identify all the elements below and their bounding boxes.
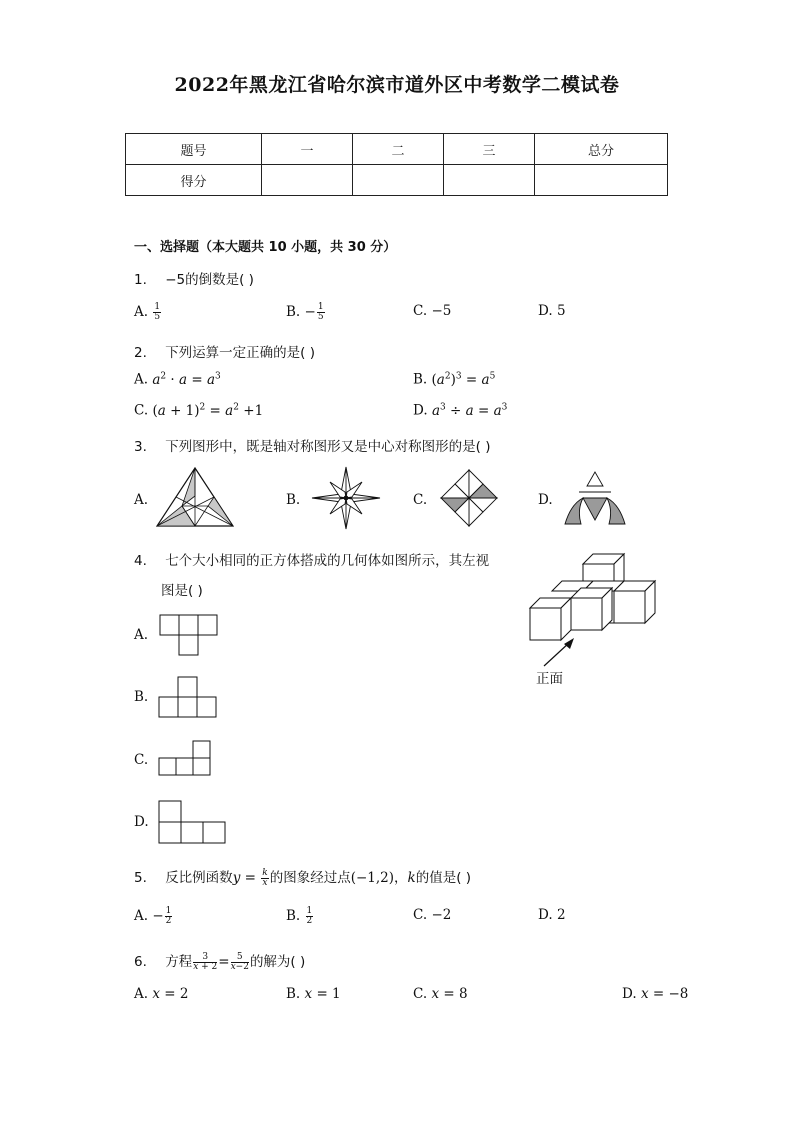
q5-option-c[interactable] bbox=[413, 907, 451, 923]
score-header-cell: 二 bbox=[353, 134, 444, 165]
q2-option-c[interactable] bbox=[134, 402, 263, 419]
q6-option-a[interactable]: A. x = 2 bbox=[134, 986, 189, 1002]
option-label: C. bbox=[134, 402, 149, 419]
question-text: 七个大小相同的正方体搭成的几何体如图所示，其左视 bbox=[165, 553, 490, 569]
question-text: −5的倒数是( ) bbox=[165, 272, 254, 288]
option-label: D. bbox=[622, 986, 637, 1002]
q4-option-d-label[interactable]: D. bbox=[134, 814, 149, 830]
option-expression: $a^3 \div a = a^3$ bbox=[431, 402, 508, 419]
q1-option-c[interactable] bbox=[413, 303, 451, 319]
option-value: = 8 bbox=[443, 986, 468, 1002]
score-cell[interactable] bbox=[535, 165, 668, 196]
q5-option-b[interactable] bbox=[286, 907, 314, 926]
option-label: A. bbox=[134, 908, 149, 924]
section-heading: 一、选择题（本大题共 10 小题，共 30 分） bbox=[134, 240, 397, 255]
score-header-cell: 三 bbox=[444, 134, 535, 165]
score-header-cell: 总分 bbox=[535, 134, 668, 165]
question-text-pre: 反比例函数 bbox=[165, 870, 233, 886]
question-4 bbox=[134, 549, 489, 569]
option-value: −5 bbox=[431, 303, 452, 319]
question-number: 6. bbox=[134, 954, 147, 970]
q4-option-b-label[interactable]: B. bbox=[134, 689, 149, 705]
question-number: 4. bbox=[134, 553, 147, 569]
q4-option-c-label[interactable]: C. bbox=[134, 752, 149, 768]
option-label: A. bbox=[134, 986, 149, 1002]
question-text-post: 的解为( ) bbox=[249, 954, 306, 970]
q4-figure-d bbox=[158, 800, 228, 846]
question-number: 2. bbox=[134, 345, 147, 361]
q3-figure-d-triangles bbox=[563, 470, 627, 528]
sign: − bbox=[152, 908, 164, 924]
question-3 bbox=[134, 435, 491, 455]
question-text-pre: 方程 bbox=[165, 954, 193, 970]
option-label: B. bbox=[286, 908, 301, 924]
q4-figure-c bbox=[158, 740, 214, 778]
q3-figure-a-triangle bbox=[155, 466, 235, 528]
question-text-mid: 的图象经过点 bbox=[269, 870, 351, 886]
option-expression: $a^2 \cdot a = a^3$ bbox=[152, 371, 221, 388]
question-1 bbox=[134, 268, 254, 288]
q3-option-c-label[interactable]: C. bbox=[413, 492, 428, 508]
option-value: −2 bbox=[431, 907, 452, 923]
option-expression: $(a + 1)^2 = a^2 +1$ bbox=[152, 402, 264, 419]
option-label: B. bbox=[413, 371, 428, 388]
score-cell[interactable] bbox=[262, 165, 353, 196]
q4-option-a-label[interactable]: A. bbox=[134, 627, 149, 643]
q3-figure-c-pinwheel bbox=[436, 466, 502, 530]
score-header-cell: 一 bbox=[262, 134, 353, 165]
option-value: 2 bbox=[556, 907, 566, 923]
option-label: C. bbox=[413, 986, 428, 1002]
question-5: 5. 反比例函数y = $\frac{k}{x}$ 的图象经过点(−1,2)，k的值是( ) bbox=[134, 868, 472, 888]
question-text: 下列图形中，既是轴对称图形又是中心对称图形的是( ) bbox=[165, 439, 491, 455]
q2-option-d[interactable] bbox=[413, 402, 507, 419]
question-number: 3. bbox=[134, 439, 147, 455]
option-label: C. bbox=[413, 907, 428, 923]
question-text-post: 的值是( ) bbox=[415, 870, 472, 886]
equation: $\frac{3}{x + 2}$ = $\frac{5}{x-2}$ bbox=[193, 952, 249, 972]
option-label: A. bbox=[134, 304, 149, 320]
sign: − bbox=[304, 304, 316, 320]
question-text: 下列运算一定正确的是( ) bbox=[165, 345, 316, 361]
score-cell[interactable] bbox=[444, 165, 535, 196]
question-6 bbox=[134, 950, 305, 972]
q4-cube-figure bbox=[528, 546, 658, 646]
q1-option-d[interactable] bbox=[538, 303, 566, 319]
q6-option-d[interactable]: D. x = −8 bbox=[622, 986, 689, 1002]
option-label: A. bbox=[134, 371, 149, 388]
q6-option-c[interactable]: C. x = 8 bbox=[413, 986, 468, 1002]
option-label: D. bbox=[413, 402, 428, 419]
score-table-score-row bbox=[126, 165, 668, 196]
q3-figure-b-star bbox=[310, 466, 382, 530]
option-label: D. bbox=[538, 303, 553, 319]
q5-option-a[interactable] bbox=[134, 907, 173, 926]
q3-option-a-label[interactable]: A. bbox=[134, 492, 149, 508]
q2-option-a[interactable] bbox=[134, 371, 221, 388]
option-value: = −8 bbox=[652, 986, 689, 1002]
q2-option-b[interactable] bbox=[413, 371, 495, 388]
option-label: D. bbox=[538, 907, 553, 923]
q3-option-b-label[interactable]: B. bbox=[286, 492, 301, 508]
score-row-label: 得分 bbox=[126, 165, 262, 196]
option-label: B. bbox=[286, 304, 301, 320]
option-label: C. bbox=[413, 303, 428, 319]
q6-option-b[interactable]: B. x = 1 bbox=[286, 986, 341, 1002]
q4-figure-b bbox=[158, 676, 220, 718]
question-number: 5. bbox=[134, 870, 147, 886]
score-table bbox=[125, 133, 668, 196]
fraction: $\frac{1}{2}$ bbox=[306, 906, 313, 926]
option-expression: $(a^2)^3 = a^5$ bbox=[431, 371, 496, 388]
option-value: 5 bbox=[556, 303, 566, 319]
q4-figure-a bbox=[159, 614, 221, 656]
page-title: 2022年黑龙江省哈尔滨市道外区中考数学二模试卷 bbox=[174, 74, 620, 96]
q4-front-label: 正面 bbox=[536, 671, 563, 687]
question-number: 1. bbox=[134, 272, 147, 288]
option-value: = 2 bbox=[164, 986, 189, 1002]
function-expression: y = $\frac{k}{x}$ bbox=[232, 868, 268, 888]
q5-option-d[interactable] bbox=[538, 907, 566, 923]
fraction: $\frac{1}{5}$ bbox=[154, 302, 161, 322]
point: (−1,2) bbox=[350, 870, 395, 886]
fraction: $\frac{1}{5}$ bbox=[317, 302, 324, 322]
score-table-header-row bbox=[126, 134, 668, 165]
q3-option-d-label[interactable]: D. bbox=[538, 492, 553, 508]
fraction: $\frac{1}{2}$ bbox=[165, 906, 172, 926]
score-header-cell: 题号 bbox=[126, 134, 262, 165]
question-4-continued: 图是( ) bbox=[161, 583, 203, 599]
q1-option-b[interactable] bbox=[286, 303, 326, 322]
question-2 bbox=[134, 341, 315, 361]
option-value: = 1 bbox=[316, 986, 341, 1002]
q1-option-a[interactable] bbox=[134, 303, 162, 322]
option-label: B. bbox=[286, 986, 301, 1002]
score-cell[interactable] bbox=[353, 165, 444, 196]
